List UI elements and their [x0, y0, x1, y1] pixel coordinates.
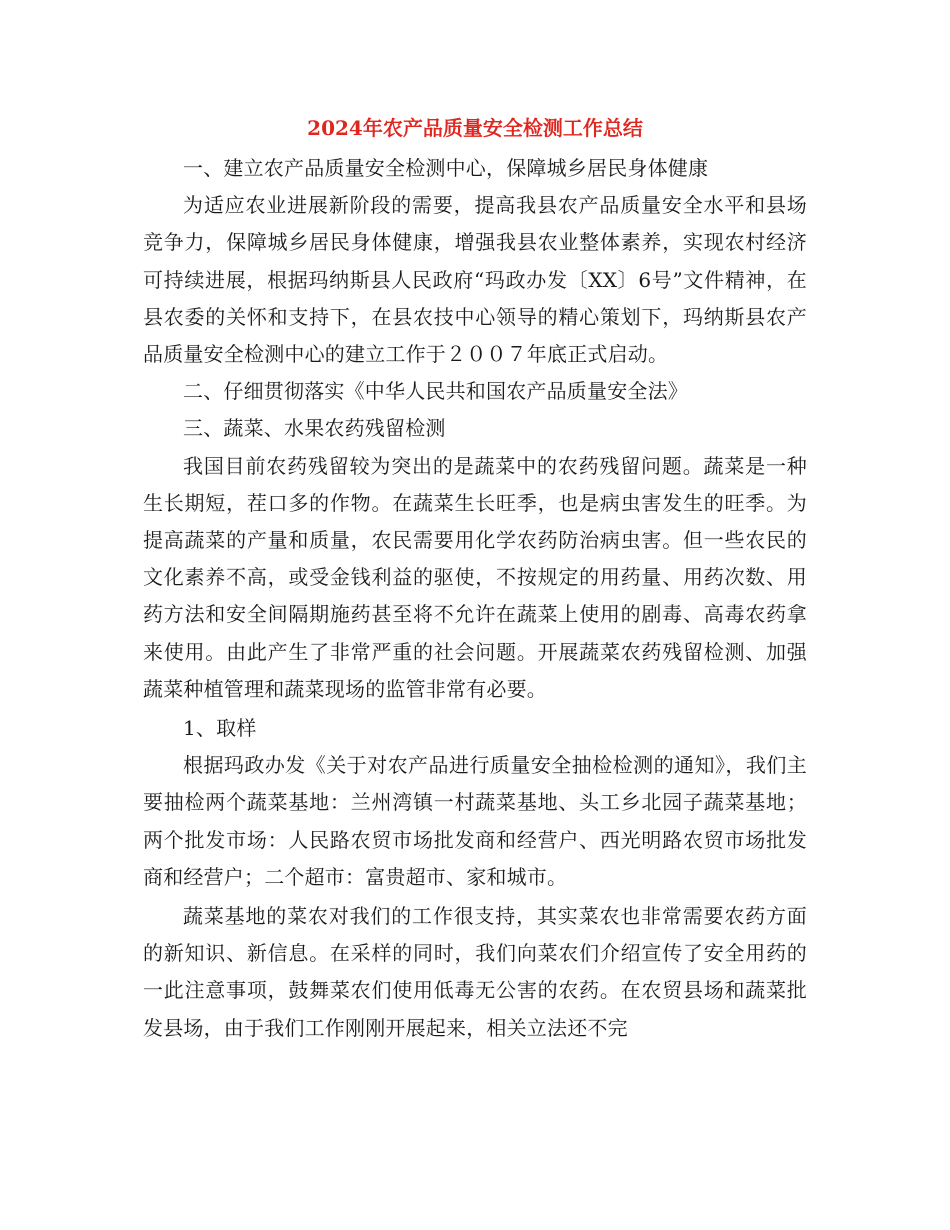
document-title: 2024年农产品质量安全检测工作总结	[307, 116, 643, 140]
section-heading-3: 三、蔬菜、水果农药残留检测	[183, 416, 446, 441]
body-paragraph-3: 根据玛政办发《关于对农产品进行质量安全抽检检测的通知》，我们主要抽检两个蔬菜基地：兰州湾镇一村蔬菜基地、头工乡北园子蔬菜基地；两个批发市场：人民路农贸市场批发商和经营户、西光明路农贸市场批发商和经营户；二个超市：富贵超市、家和城市。	[143, 753, 807, 889]
body-paragraph-2: 我国目前农药残留较为突出的是蔬菜中的农药残留问题。蔬菜是一种生长期短，茬口多的作物。在蔬菜生长旺季，也是病虫害发生的旺季。为提高蔬菜的产量和质量，农民需要用化学农药防治病虫害。但一些农民的文化素养不高，或受金钱利益的驱使，不按规定的用药量、用药次数、用药方法和安全间隔期施药甚至将不允许在蔬菜上使用的剧毒、高毒农药拿来使用。由此产生了非常严重的社会问题。开展蔬菜农药残留检测、加强蔬菜种植管理和蔬菜现场的监管非常有必要。	[143, 453, 807, 701]
body-paragraph-1: 为适应农业进展新阶段的需要，提高我县农产品质量安全水平和县场竞争力，保障城乡居民身体健康，增强我县农业整体素养，实现农村经济可持续进展，根据玛纳斯县人民政府“玛政办发〔XX〕6号”文件精神，在县农委的关怀和支持下，在县农技中心领导的精心策划下，玛纳斯县农产品质量安全检测中心的建立工作于２００７年底正式启动。	[143, 193, 807, 367]
document-page	[143, 112, 807, 1047]
body-paragraph-4: 蔬菜基地的菜农对我们的工作很支持，其实菜农也非常需要农药方面的新知识、新信息。在采样的同时，我们向菜农们介绍宣传了安全用药的一此注意事项，鼓舞菜农们使用低毒无公害的农药。在农贸县场和蔬菜批发县场，由于我们工作刚刚开展起来，相关立法还不完	[143, 904, 807, 1040]
section-heading-1: 一、建立农产品质量安全检测中心，保障城乡居民身体健康	[183, 156, 709, 180]
section-heading-2: 二、仔细贯彻落实《中华人民共和国农产品质量安全法》	[183, 379, 688, 404]
subsection-heading-sampling: 1、取样	[183, 716, 257, 741]
